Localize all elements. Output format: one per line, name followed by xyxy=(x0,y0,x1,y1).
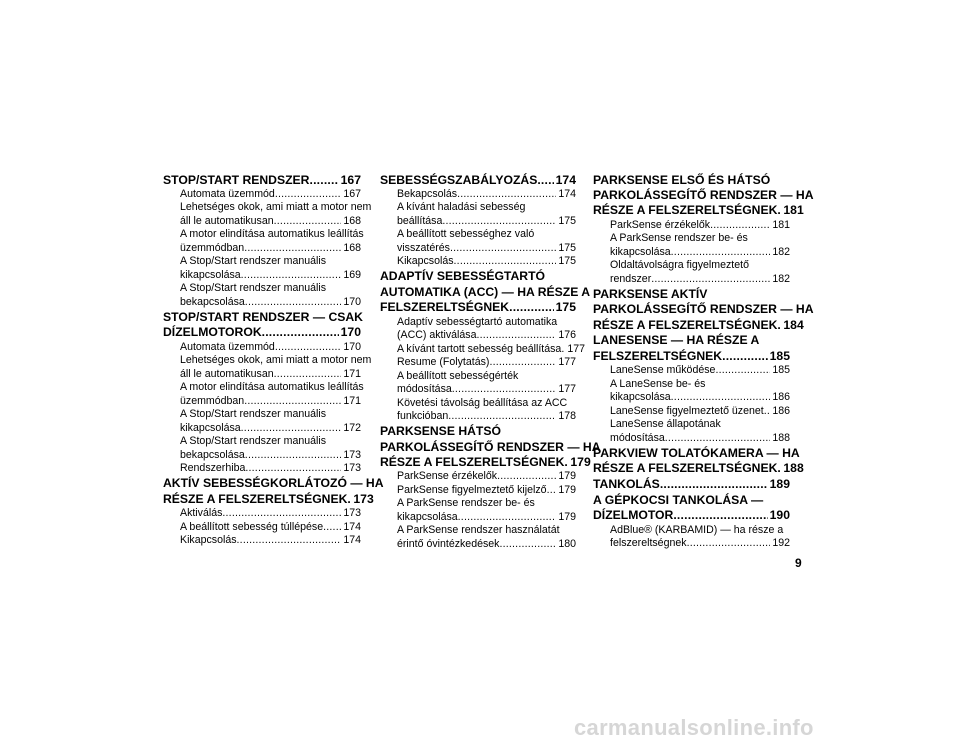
toc-page-number: 173 xyxy=(343,448,361,461)
toc-entry-text-line: PARKSENSE ELSŐ ÉS HÁTSÓ xyxy=(593,172,771,187)
toc-entry-leader-line xyxy=(610,273,790,287)
toc-page-number: 167 xyxy=(340,172,361,187)
toc-section-entry[interactable] xyxy=(593,286,814,333)
toc-entry-title: funkcióban xyxy=(397,410,449,423)
toc-entry-text-line: A Stop/Start rendszer manuális xyxy=(180,435,327,448)
toc-entry-title: RÉSZE A FELSZERELTSÉGNEK xyxy=(593,461,778,476)
dot-leader xyxy=(245,462,341,476)
toc-entry-leader-line xyxy=(397,342,585,357)
toc-entry-text-line: LANESENSE — HA RÉSZE A xyxy=(593,333,760,348)
toc-subsection-entry[interactable] xyxy=(380,497,576,524)
toc-entry-leader-line xyxy=(380,173,576,188)
toc-entry-text-line: Oldaltávolságra figyelmeztető xyxy=(610,259,749,272)
dot-leader xyxy=(244,242,341,256)
dot-leader xyxy=(244,395,341,409)
toc-page-number: 167 xyxy=(343,187,361,200)
toc-entry-title: kikapcsolása xyxy=(397,510,458,523)
dot-leader xyxy=(665,432,771,446)
toc-entry-leader-line xyxy=(380,454,591,470)
toc-page-number: 175 xyxy=(558,214,576,227)
toc-entry-leader-line xyxy=(397,383,576,397)
dot-leader xyxy=(489,356,556,370)
dot-leader xyxy=(497,470,556,484)
toc-entry-text-line: Adaptív sebességtartó automatika xyxy=(397,315,558,328)
toc-entry-text-line: AdBlue® (KARBAMID) — ha része a xyxy=(610,523,784,536)
toc-subsection-entry[interactable] xyxy=(593,232,790,259)
toc-entry-text-line: AKTÍV SEBESSÉGKORLÁTOZÓ — HA xyxy=(163,476,384,491)
toc-section-entry[interactable] xyxy=(163,173,361,188)
toc-entry-title: visszatérés xyxy=(397,241,450,254)
toc-page-number: 184 xyxy=(783,317,804,332)
toc-section-entry[interactable] xyxy=(593,477,790,492)
dot-leader xyxy=(241,422,342,436)
toc-entry-title: ParkSense érzékelők xyxy=(610,218,711,231)
toc-entry-title: áll le automatikusan xyxy=(180,214,274,227)
dot-leader xyxy=(323,521,341,535)
toc-entry-leader-line xyxy=(180,534,361,548)
dot-leader xyxy=(274,368,342,382)
toc-entry-title: rendszer xyxy=(610,272,652,285)
toc-entry-leader-line xyxy=(397,215,576,229)
toc-entry-leader-line xyxy=(397,188,576,202)
toc-entry-title: Automata üzemmód xyxy=(180,340,275,353)
toc-entry-leader-line xyxy=(180,368,361,382)
toc-entry-leader-line xyxy=(610,391,790,405)
toc-subsection-entry[interactable] xyxy=(163,188,361,202)
toc-page-number: 173 xyxy=(353,491,374,506)
dot-leader xyxy=(245,296,342,310)
toc-subsection-entry[interactable] xyxy=(163,228,364,255)
toc-page-number: 177 xyxy=(558,383,576,396)
toc-page-number: 180 xyxy=(558,537,576,550)
toc-entry-leader-line xyxy=(397,470,576,484)
toc-entry-leader-line xyxy=(180,188,361,202)
toc-page-number: 189 xyxy=(769,477,790,492)
toc-entry-title: Aktiválás xyxy=(180,507,223,520)
dot-leader xyxy=(651,273,770,287)
toc-entry-text-line: PARKOLÁSSEGÍTŐ RENDSZER — HA xyxy=(380,439,601,454)
toc-entry-title: (ACC) aktiválása xyxy=(397,329,477,342)
toc-entry-leader-line xyxy=(180,521,361,535)
toc-entry-text-line: Lehetséges okok, ami miatt a motor nem xyxy=(180,201,372,214)
toc-entry-text-line: A ParkSense rendszer be- és xyxy=(397,497,535,510)
toc-entry-title: FELSZERELTSÉGNEK xyxy=(593,348,723,363)
dot-leader xyxy=(687,537,771,551)
toc-section-entry[interactable] xyxy=(380,173,576,188)
dot-leader xyxy=(722,349,768,364)
toc-entry-title: STOP/START RENDSZER xyxy=(163,172,310,187)
toc-subsection-entry[interactable] xyxy=(380,342,585,357)
toc-entry-leader-line xyxy=(593,203,804,218)
toc-subsection-entry[interactable] xyxy=(380,470,576,484)
toc-entry-text-line: A GÉPKOCSI TANKOLÁSA — xyxy=(593,492,764,507)
toc-subsection-entry[interactable] xyxy=(163,521,361,535)
toc-entry-leader-line xyxy=(593,317,804,333)
toc-page-number: 179 xyxy=(558,470,576,483)
toc-entry-leader-line xyxy=(397,410,576,424)
toc-subsection-entry[interactable] xyxy=(380,228,576,255)
toc-subsection-entry[interactable] xyxy=(163,435,361,462)
dot-leader xyxy=(547,484,557,498)
toc-page-number: 168 xyxy=(343,241,361,254)
toc-entry-leader-line xyxy=(593,461,804,476)
toc-entry-text-line: ADAPTÍV SEBESSÉGTARTÓ xyxy=(380,269,546,284)
toc-entry-title: LaneSense működése xyxy=(610,364,716,377)
toc-entry-title: RÉSZE A FELSZERELTSÉGNEK xyxy=(380,454,565,469)
toc-page-number: 174 xyxy=(343,534,361,547)
toc-entry-title: felszereltségnek xyxy=(610,537,687,550)
toc-column-2 xyxy=(380,172,601,551)
toc-entry-title: A beállított sebesség túllépése xyxy=(180,520,324,533)
toc-section-entry[interactable] xyxy=(380,269,591,315)
toc-entry-text-line: PARKOLÁSSEGÍTŐ RENDSZER — HA xyxy=(593,302,814,317)
toc-entry-leader-line xyxy=(610,432,790,446)
toc-entry-leader-line xyxy=(180,449,361,463)
dot-leader xyxy=(450,242,556,256)
toc-entry-title: RÉSZE A FELSZERELTSÉGNEK xyxy=(163,491,348,506)
toc-entry-leader-line xyxy=(610,219,790,233)
toc-subsection-entry[interactable] xyxy=(380,397,576,424)
toc-entry-title: üzemmódban xyxy=(180,241,245,254)
toc-entry-title: érintő óvintézkedések xyxy=(397,537,500,550)
toc-entry-text-line: A beállított sebességérték xyxy=(397,369,519,382)
toc-page-number: 179 xyxy=(570,454,591,469)
toc-entry-leader-line xyxy=(397,538,576,552)
dot-leader xyxy=(237,534,342,548)
toc-page-number: 188 xyxy=(783,461,804,476)
dot-leader xyxy=(222,507,341,521)
dot-leader xyxy=(710,219,770,233)
dot-leader xyxy=(764,405,771,419)
toc-entry-text-line: A motor elindítása automatikus leállítás xyxy=(180,381,364,394)
toc-entry-leader-line xyxy=(610,364,790,378)
toc-entry-leader-line xyxy=(180,242,361,256)
dot-leader xyxy=(671,391,771,405)
toc-entry-leader-line xyxy=(180,422,361,436)
toc-entry-title: SEBESSÉGSZABÁLYOZÁS xyxy=(380,172,538,187)
toc-column-3 xyxy=(593,172,814,551)
toc-entry-text-line: A Stop/Start rendszer manuális xyxy=(180,255,327,268)
toc-entry-title: DÍZELMOTOR xyxy=(593,508,674,523)
toc-entry-title: Kikapcsolás xyxy=(397,255,454,268)
dot-leader xyxy=(715,364,770,378)
toc-entry-text-line: A ParkSense rendszer be- és xyxy=(610,232,748,245)
toc-entry-text-line: A Stop/Start rendszer manuális xyxy=(180,282,327,295)
toc-page-number: 170 xyxy=(343,295,361,308)
toc-entry-leader-line xyxy=(180,507,361,521)
toc-entry-title: bekapcsolása xyxy=(180,295,245,308)
dot-leader xyxy=(448,410,556,424)
toc-section-entry[interactable] xyxy=(593,493,790,524)
toc-subsection-entry[interactable] xyxy=(593,259,790,286)
toc-entry-text-line: A LaneSense be- és xyxy=(610,377,706,390)
toc-entry-text-line: STOP/START RENDSZER — CSAK xyxy=(163,309,363,324)
dot-leader xyxy=(499,538,556,552)
toc-entry-text-line: PARKOLÁSSEGÍTŐ RENDSZER — HA xyxy=(593,187,814,202)
toc-entry-leader-line xyxy=(397,484,576,498)
dot-leader xyxy=(262,325,339,340)
toc-subsection-entry[interactable] xyxy=(593,378,790,405)
dot-leader xyxy=(310,173,339,188)
toc-subsection-entry[interactable] xyxy=(163,354,372,381)
toc-page-number: 177 xyxy=(567,342,585,355)
toc-entry-leader-line xyxy=(610,246,790,260)
toc-subsection-entry[interactable] xyxy=(163,534,361,548)
dot-leader xyxy=(457,188,556,202)
toc-page-number: 175 xyxy=(555,300,576,315)
toc-entry-text-line: A ParkSense rendszer használatát xyxy=(397,524,560,537)
toc-entry-title: kikapcsolása xyxy=(610,391,671,404)
toc-entry-leader-line xyxy=(380,300,576,315)
toc-subsection-entry[interactable] xyxy=(163,341,361,355)
toc-entry-title: ParkSense figyelmeztető kijelző xyxy=(397,483,547,496)
toc-entry-title: kikapcsolása xyxy=(180,268,241,281)
toc-page-number: 176 xyxy=(558,329,576,342)
toc-entry-title: kikapcsolása xyxy=(180,421,241,434)
dot-leader xyxy=(660,477,768,492)
toc-entry-text-line: AUTOMATIKA (ACC) — HA RÉSZE A xyxy=(380,284,591,299)
toc-page-number: 179 xyxy=(558,483,576,496)
toc-entry-text-line: PARKSENSE AKTÍV xyxy=(593,286,708,301)
toc-page-number: 174 xyxy=(343,520,361,533)
toc-entry-text-line: A motor elindítása automatikus leállítás xyxy=(180,228,364,241)
toc-subsection-entry[interactable] xyxy=(380,484,576,498)
toc-entry-leader-line xyxy=(180,296,361,310)
toc-section-entry[interactable] xyxy=(593,333,790,364)
toc-page-number: 173 xyxy=(343,507,361,520)
toc-subsection-entry[interactable] xyxy=(380,524,576,551)
toc-subsection-entry[interactable] xyxy=(593,364,790,378)
toc-section-entry[interactable] xyxy=(593,172,814,219)
toc-page-number: 174 xyxy=(555,172,576,187)
toc-entry-leader-line xyxy=(593,349,790,364)
toc-entry-leader-line xyxy=(397,356,576,370)
toc-subsection-entry[interactable] xyxy=(163,282,361,309)
toc-subsection-entry[interactable] xyxy=(380,356,576,370)
toc-entry-leader-line xyxy=(397,255,576,269)
toc-entry-title: üzemmódban xyxy=(180,394,245,407)
toc-entry-leader-line xyxy=(180,462,361,476)
toc-entry-title: Automata üzemmód xyxy=(180,187,275,200)
toc-entry-leader-line xyxy=(163,325,361,340)
toc-page-number: 179 xyxy=(558,510,576,523)
toc-subsection-entry[interactable] xyxy=(163,507,361,521)
toc-subsection-entry[interactable] xyxy=(380,201,576,228)
toc-entry-title: ParkSense érzékelők xyxy=(397,470,498,483)
watermark: carmanualsonline.info xyxy=(574,715,814,740)
toc-subsection-entry[interactable] xyxy=(163,408,361,435)
toc-entry-title: DÍZELMOTOROK xyxy=(163,325,262,340)
dot-leader xyxy=(275,188,342,202)
toc-page-number: 182 xyxy=(772,245,790,258)
toc-page-number: 185 xyxy=(769,348,790,363)
toc-entry-text-line: A beállított sebességhez való xyxy=(397,228,535,241)
dot-leader xyxy=(241,269,342,283)
toc-entry-leader-line xyxy=(180,395,361,409)
toc-subsection-entry[interactable] xyxy=(380,188,576,202)
toc-entry-title: A kívánt tartott sebesség beállítása xyxy=(397,342,562,355)
toc-entry-title: FELSZERELTSÉGNEK xyxy=(380,300,510,315)
toc-entry-title: RÉSZE A FELSZERELTSÉGNEK xyxy=(593,317,778,332)
dot-leader xyxy=(275,341,342,355)
toc-subsection-entry[interactable] xyxy=(593,405,790,419)
toc-entry-title: Rendszerhiba xyxy=(180,462,246,475)
toc-entry-leader-line xyxy=(610,405,790,419)
toc-entry-text-line: Lehetséges okok, ami miatt a motor nem xyxy=(180,354,372,367)
toc-page-number: 188 xyxy=(772,431,790,444)
toc-entry-text-line: PARKSENSE HÁTSÓ xyxy=(380,424,501,439)
toc-subsection-entry[interactable] xyxy=(593,418,790,445)
toc-entry-title: kikapcsolása xyxy=(610,245,671,258)
dot-leader xyxy=(245,449,342,463)
toc-entry-title: bekapcsolása xyxy=(180,448,245,461)
toc-entry-title: beállítása xyxy=(397,214,443,227)
toc-page-number: 181 xyxy=(783,203,804,218)
toc-subsection-entry[interactable] xyxy=(593,219,790,233)
toc-page-number: 177 xyxy=(558,356,576,369)
dot-leader xyxy=(671,246,771,260)
toc-entry-title: LaneSense figyelmeztető üzenet xyxy=(610,404,764,417)
toc-page-number: 171 xyxy=(343,367,361,380)
toc-entry-title: TANKOLÁS xyxy=(593,477,660,492)
dot-leader xyxy=(673,508,767,523)
toc-page-number: 170 xyxy=(340,325,361,340)
toc-entry-text-line: PARKVIEW TOLATÓKAMERA — HA xyxy=(593,445,800,460)
dot-leader xyxy=(454,255,557,269)
toc-section-entry[interactable] xyxy=(593,445,804,477)
dot-leader xyxy=(442,215,556,229)
toc-page-number: 192 xyxy=(772,537,790,550)
toc-entry-text-line: Követési távolság beállítása az ACC xyxy=(397,396,568,409)
toc-page-number: 168 xyxy=(343,214,361,227)
toc-page-number: 175 xyxy=(558,241,576,254)
toc-subsection-entry[interactable] xyxy=(163,201,372,228)
toc-page-number: 175 xyxy=(558,255,576,268)
toc-entry-leader-line xyxy=(593,477,790,492)
toc-subsection-entry[interactable] xyxy=(380,316,576,343)
toc-entry-text-line: A Stop/Start rendszer manuális xyxy=(180,408,327,421)
toc-page-number: 181 xyxy=(772,218,790,231)
toc-entry-title: módosítása xyxy=(397,383,452,396)
toc-subsection-entry[interactable] xyxy=(593,524,790,551)
toc-subsection-entry[interactable] xyxy=(380,255,576,269)
toc-entry-leader-line xyxy=(397,511,576,525)
toc-entry-title: Kikapcsolás xyxy=(180,534,237,547)
toc-entry-leader-line xyxy=(180,341,361,355)
toc-page-number: 174 xyxy=(558,187,576,200)
toc-entry-leader-line xyxy=(397,242,576,256)
toc-page-number: 186 xyxy=(772,404,790,417)
toc-entry-leader-line xyxy=(180,269,361,283)
toc-page-number: 172 xyxy=(343,421,361,434)
toc-entry-leader-line xyxy=(163,173,361,188)
toc-page-number: 182 xyxy=(772,272,790,285)
toc-section-entry[interactable] xyxy=(380,424,601,470)
toc-column-1 xyxy=(163,172,384,548)
toc-subsection-entry[interactable] xyxy=(163,462,361,476)
page-number: 9 xyxy=(795,556,802,570)
toc-entry-text-line: LaneSense állapotának xyxy=(610,418,721,431)
toc-section-entry[interactable] xyxy=(163,476,384,507)
toc-page-number: 173 xyxy=(343,462,361,475)
toc-subsection-entry[interactable] xyxy=(163,381,364,408)
dot-leader xyxy=(476,329,556,343)
toc-entry-text-line: A kívánt haladási sebesség xyxy=(397,201,526,214)
toc-page-number: 169 xyxy=(343,268,361,281)
dot-leader xyxy=(452,383,557,397)
toc-entry-leader-line xyxy=(610,537,790,551)
toc-page-number: 185 xyxy=(772,364,790,377)
toc-page-number: 190 xyxy=(769,508,790,523)
toc-subsection-entry[interactable] xyxy=(163,255,361,282)
toc-entry-title: Bekapcsolás xyxy=(397,187,458,200)
toc-entry-leader-line xyxy=(180,215,361,229)
dot-leader xyxy=(537,173,553,188)
toc-entry-leader-line xyxy=(397,329,576,343)
toc-subsection-entry[interactable] xyxy=(380,370,576,397)
toc-entry-leader-line xyxy=(593,508,790,523)
toc-entry-title: RÉSZE A FELSZERELTSÉGNEK xyxy=(593,203,778,218)
dot-leader xyxy=(274,215,342,229)
toc-entry-title: módosítása xyxy=(610,431,665,444)
toc-page-number: 171 xyxy=(343,394,361,407)
toc-page-number: 186 xyxy=(772,391,790,404)
toc-entry-leader-line xyxy=(163,491,374,507)
toc-entry-title: áll le automatikusan xyxy=(180,367,274,380)
toc-entry-title: Resume (Folytatás) xyxy=(397,356,490,369)
dot-leader xyxy=(458,511,557,525)
dot-leader xyxy=(509,300,554,315)
toc-page-number: 178 xyxy=(558,410,576,423)
toc-page-number: 170 xyxy=(343,340,361,353)
toc-section-entry[interactable] xyxy=(163,310,361,341)
